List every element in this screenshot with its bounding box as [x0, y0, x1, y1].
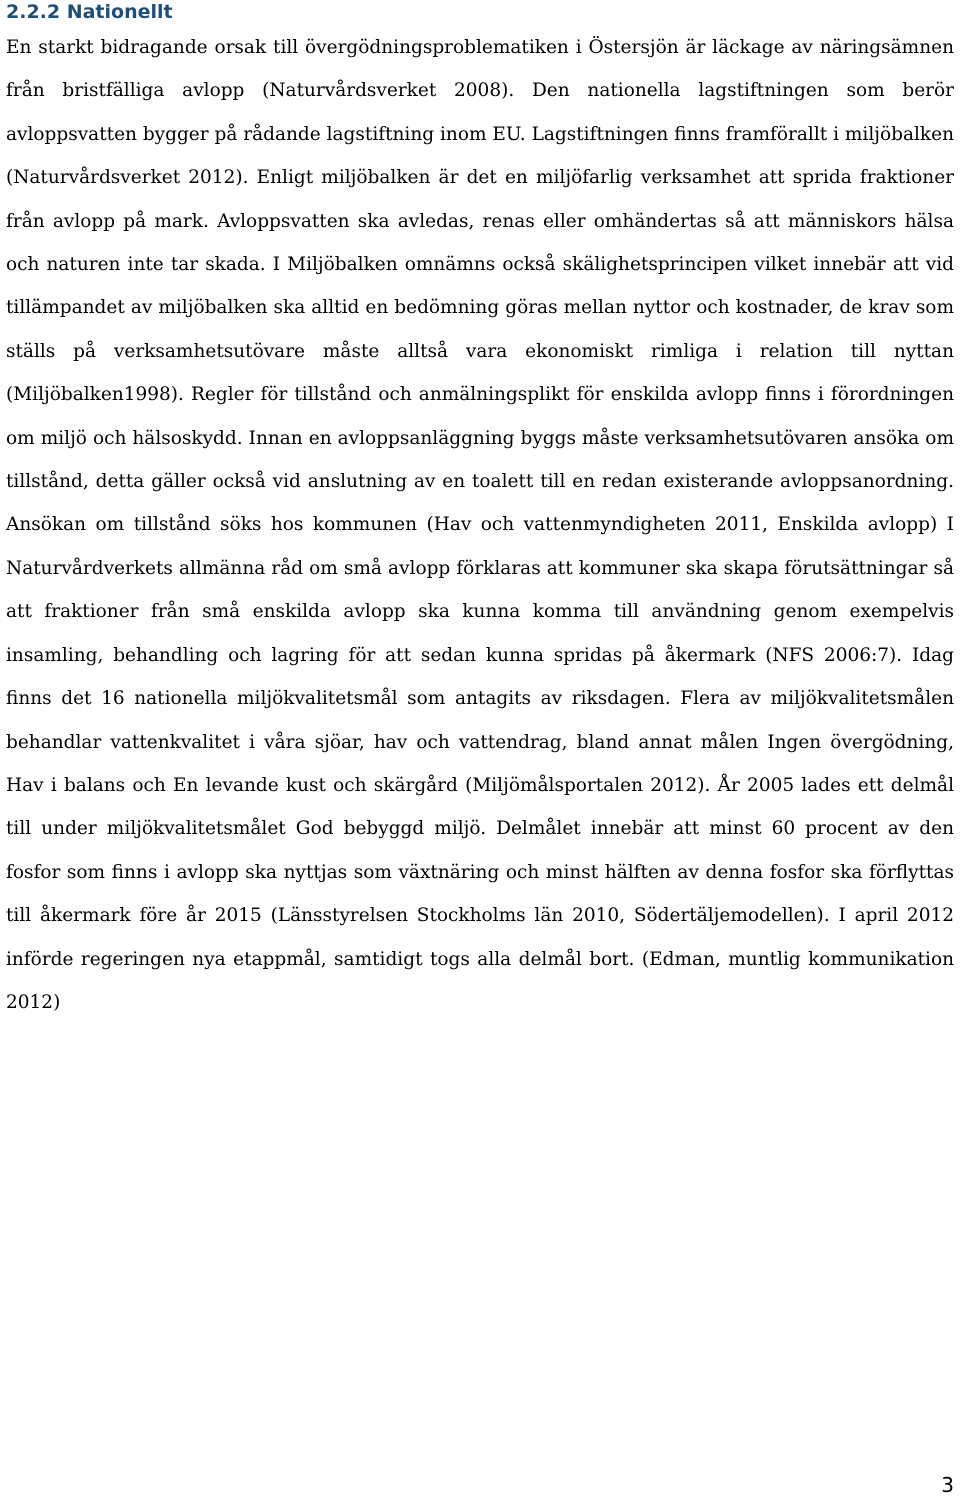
sentence: Delmålet innebär att minst 60 procent av den fosfor som finns i avlopp ska nyttjas som växtnäring och minst hälften av denna fosfor ska förflyttas till åkermark före år 2015 (Länsstyrelsen Stockholms län 2010, Södertäljemodellen). [6, 818, 954, 927]
sentence: Innan en avloppsanläggning byggs måste verksamhetsutövaren ansöka om tillstånd, detta gäller också vid anslutning av en toalett till en redan existerande avloppsanordning. [6, 427, 954, 493]
sentence: (Edman, muntlig kommunikation 2012) [6, 948, 954, 1013]
sentence: I april 2012 införde regeringen nya etappmål, samtidigt togs alla delmål bort. [6, 905, 955, 970]
sentence: Avloppsvatten ska avledas, renas eller omhändertas så att människors hälsa och naturen inte tar skada. [6, 210, 954, 276]
sentence: Regler för tillstånd och anmälningsplikt för enskilda avlopp finns i förordningen om miljö och hälsoskydd. [6, 384, 954, 449]
sentence: Lagstiftningen finns framförallt i miljöbalken (Naturvårdsverket 2012). [6, 123, 954, 189]
sentence: Flera av miljökvalitetsmålen behandlar vattenkvalitet i våra sjöar, hav och vattendrag, bland annat målen Ingen övergödning, Hav i balans och En levande kust och skärgård (Miljömålsportalen 2012). [6, 688, 954, 796]
sentence: Den nationella lagstiftningen som berör avloppsvatten bygger på rådande lagstiftning inom EU. [6, 80, 954, 145]
sentence: Idag finns det 16 nationella miljökvalitetsmål som antagits av riksdagen. [6, 644, 954, 710]
sentence: År 2005 lades ett delmål till under miljökvalitetsmålet God bebyggd miljö. [6, 774, 954, 840]
sentence: Enligt miljöbalken är det en miljöfarlig verksamhet att sprida fraktioner från avlopp på mark. [6, 167, 954, 232]
section-heading: 2.2.2 Nationellt [6, 1, 173, 23]
page-number: 3 [941, 1473, 954, 1497]
sentence: En starkt bidragande orsak till övergödningsproblematiken i Östersjön är läckage av näringsämnen från bristfälliga avlopp (Naturvårdsverket 2008). [6, 37, 954, 102]
sentence: I Miljöbalken omnämns också skälighetsprincipen vilket innebär att vid tillämpandet av miljöbalken ska alltid en bedömning göras mellan nyttor och kostnader, de krav som ställs på verksamhetsutövare måste alltså vara ekonomiskt rimliga i relation till nyttan (Miljöbalken1998). [6, 254, 954, 406]
sentence: Ansökan om tillstånd söks hos kommunen (Hav och vattenmyndigheten 2011, Enskilda avlopp) I Naturvårdverkets allmänna råd om små avlopp förklaras att kommuner ska skapa förutsättningar så att fraktioner från små enskilda avlopp ska kunna komma till användning genom exempelvis insamling, behandling och lagring för att sedan kunna spridas på åkermark (NFS 2006:7). [6, 514, 954, 666]
body-paragraph [6, 26, 954, 1024]
